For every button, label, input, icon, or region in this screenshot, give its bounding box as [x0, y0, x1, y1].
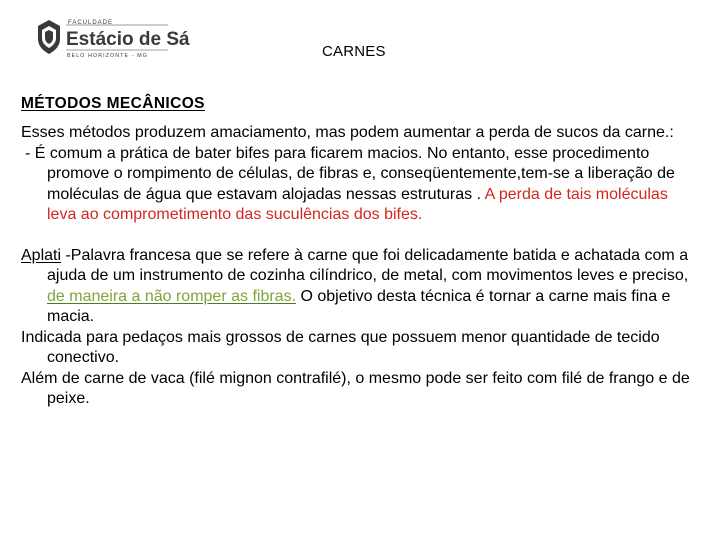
aplati-term: Aplati [21, 246, 62, 264]
body-text [21, 123, 696, 410]
moisture-loss-highlight: A perda de tais moléculas leva ao comprometimento das suculências dos bifes. [47, 185, 668, 223]
paragraph-aplati [21, 246, 696, 328]
bater-bifes-text: - É comum a prática de bater bifes para ficarem macios. No entanto, esse procedimento promove o rompimento de células, de fibras e, conseqüentemente,tem-se a liberação de moléculas de água que estavam alojadas nessas estruturas . [25, 144, 675, 203]
page-title: CARNES [322, 43, 386, 60]
section-heading: MÉTODOS MECÂNICOS [21, 95, 205, 112]
logo-brand-text: Estácio de Sá [66, 29, 190, 50]
aplati-objective: O objetivo desta técnica é tornar a carne mais fina e macia. [47, 287, 671, 325]
paragraph-indicada: Indicada para pedaços mais grossos de carnes que possuem menor quantidade de tecido conectivo. [21, 328, 660, 366]
logo-top-text: FACULDADE [68, 20, 114, 26]
estacio-shield-logo-icon [36, 17, 190, 63]
fiber-preservation-highlight: de maneira a não romper as fibras. [47, 287, 297, 305]
faculdade-estacio-logo [36, 17, 190, 63]
paragraph-intro: Esses métodos produzem amaciamento, mas podem aumentar a perda de sucos da carne.: [21, 124, 674, 141]
paragraph-alem: Além de carne de vaca (filé mignon contrafilé), o mesmo pode ser feito com filé de frango e de peixe. [21, 369, 690, 407]
logo-bottom-text: BELO HORIZONTE - MG [67, 53, 148, 59]
aplati-definition: -Palavra francesa que se refere à carne que foi delicadamente batida e achatada com a ajuda de um instrumento de cozinha cilíndrico, de metal, com movimentos leves e preciso, [47, 246, 689, 284]
paragraph-bater-bifes [21, 144, 696, 226]
